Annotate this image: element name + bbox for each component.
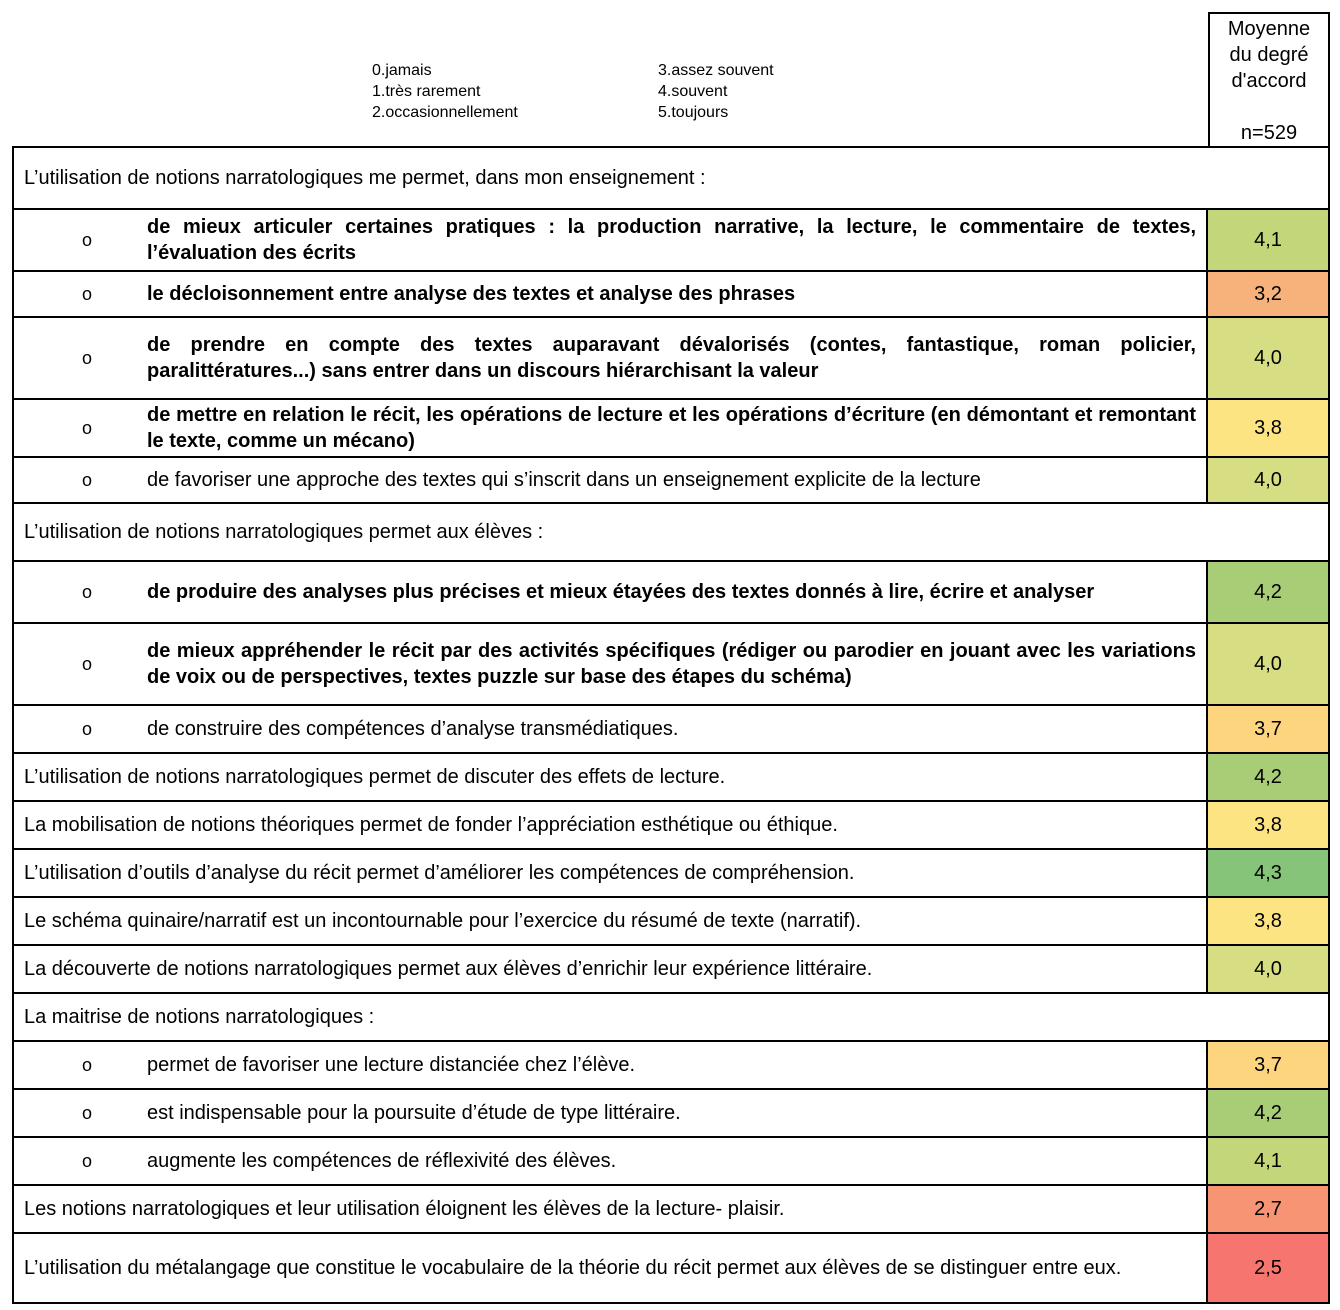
scale-item: 5.toujours — [658, 104, 729, 121]
statement-text: La découverte de notions narratologiques permet aux élèves d’enrichir leur expérience littéraire. — [13, 945, 1207, 993]
statement-text: est indispensable pour la poursuite d’étude de type littéraire. — [147, 1102, 681, 1124]
table-row — [13, 945, 1329, 993]
table-row — [13, 209, 1329, 271]
mean-value: 4,3 — [1207, 849, 1329, 897]
mean-value: 4,0 — [1207, 623, 1329, 705]
bullet-icon: o — [82, 470, 93, 490]
bullet-icon: o — [82, 1151, 93, 1171]
mean-value: 4,0 — [1207, 317, 1329, 399]
statement-text: de produire des analyses plus précises et mieux étayées des textes donnés à lire, écrire et analyser — [147, 581, 1095, 603]
mean-value: 3,8 — [1207, 801, 1329, 849]
scale-item: 2.occasionnellement — [372, 104, 518, 121]
statement-text: La mobilisation de notions théoriques permet de fonder l’appréciation esthétique ou éthique. — [13, 801, 1207, 849]
statement-text: L’utilisation du métalangage que constitue le vocabulaire de la théorie du récit permet aux élèves de se distinguer entre eux. — [13, 1233, 1207, 1303]
bullet-icon: o — [82, 348, 93, 368]
table-row — [13, 1233, 1329, 1303]
table-row — [13, 457, 1329, 503]
statement-text: de prendre en compte des textes auparavant dévalorisés (contes, fantastique, roman policier, paralittératures...) sans entrer dans un discours hiérarchisant la valeur — [147, 334, 1196, 382]
mean-value: 3,2 — [1207, 271, 1329, 317]
mean-value: 4,2 — [1207, 561, 1329, 623]
mean-value: 4,2 — [1207, 753, 1329, 801]
table-row — [13, 1041, 1329, 1089]
bullet-icon: o — [82, 284, 93, 304]
mean-value: 2,7 — [1207, 1185, 1329, 1233]
table-row — [13, 849, 1329, 897]
table-row — [13, 897, 1329, 945]
statement-text: Le schéma quinaire/narratif est un incontournable pour l’exercice du résumé de texte (narratif). — [13, 897, 1207, 945]
section-row — [13, 503, 1329, 561]
survey-table — [12, 146, 1330, 1304]
table-row — [13, 271, 1329, 317]
section-row — [13, 993, 1329, 1041]
section-label: L’utilisation de notions narratologiques me permet, dans mon enseignement : — [13, 147, 1329, 209]
statement-text: permet de favoriser une lecture distanciée chez l’élève. — [147, 1054, 636, 1076]
sample-size: n=529 — [1240, 122, 1298, 144]
scale-item: 4.souvent — [658, 83, 728, 100]
bullet-icon: o — [82, 582, 93, 602]
header-line: d'accord — [1231, 70, 1307, 92]
bullet-icon: o — [82, 719, 93, 739]
statement-text: de mieux articuler certaines pratiques : la production narrative, la lecture, le commentaire de textes, l’évaluation des écrits — [147, 216, 1196, 264]
statement-text: de mieux appréhender le récit par des activités spécifiques (rédiger ou parodier en jouant avec les variations de voix ou de perspectives, textes puzzle sur base des étapes du schéma) — [147, 640, 1196, 688]
statement-text: Les notions narratologiques et leur utilisation éloignent les élèves de la lecture- plaisir. — [13, 1185, 1207, 1233]
table-row — [13, 317, 1329, 399]
section-row — [13, 147, 1329, 209]
bullet-icon: o — [82, 654, 93, 674]
mean-value: 4,1 — [1207, 1137, 1329, 1185]
statement-text: le décloisonnement entre analyse des textes et analyse des phrases — [147, 283, 796, 305]
bullet-icon: o — [82, 1055, 93, 1075]
bullet-icon: o — [82, 230, 93, 250]
mean-value: 3,8 — [1207, 399, 1329, 457]
mean-value: 3,8 — [1207, 897, 1329, 945]
table-row — [13, 623, 1329, 705]
statement-text: augmente les compétences de réflexivité des élèves. — [147, 1150, 617, 1172]
statement-text: de construire des compétences d’analyse transmédiatiques. — [147, 718, 679, 740]
scale-legend-left — [372, 60, 518, 123]
section-label: L’utilisation de notions narratologiques permet aux élèves : — [13, 503, 1329, 561]
mean-value: 4,0 — [1207, 945, 1329, 993]
mean-value: 4,2 — [1207, 1089, 1329, 1137]
table-row — [13, 705, 1329, 753]
header-line: Moyenne — [1227, 18, 1311, 40]
header-line: du degré — [1229, 44, 1309, 66]
table-row — [13, 561, 1329, 623]
bullet-icon: o — [82, 418, 93, 438]
statement-text: L’utilisation d’outils d’analyse du récit permet d’améliorer les compétences de compréhension. — [13, 849, 1207, 897]
table-row — [13, 801, 1329, 849]
mean-value: 4,0 — [1207, 457, 1329, 503]
table-row — [13, 1137, 1329, 1185]
scale-legend-right — [658, 60, 774, 123]
scale-item: 3.assez souvent — [658, 62, 774, 79]
mean-value: 2,5 — [1207, 1233, 1329, 1303]
mean-value: 3,7 — [1207, 705, 1329, 753]
statement-text: de mettre en relation le récit, les opérations de lecture et les opérations d’écriture (en démontant et remontant le texte, comme un mécano) — [147, 404, 1196, 452]
mean-value: 4,1 — [1207, 209, 1329, 271]
mean-value: 3,7 — [1207, 1041, 1329, 1089]
table-row — [13, 753, 1329, 801]
table-row — [13, 399, 1329, 457]
scale-item: 1.très rarement — [372, 83, 481, 100]
section-label: La maitrise de notions narratologiques : — [13, 993, 1329, 1041]
table-row — [13, 1185, 1329, 1233]
statement-text: L’utilisation de notions narratologiques permet de discuter des effets de lecture. — [13, 753, 1207, 801]
scale-item: 0.jamais — [372, 62, 432, 79]
bullet-icon: o — [82, 1103, 93, 1123]
mean-column-header — [1208, 12, 1330, 146]
statement-text: de favoriser une approche des textes qui s’inscrit dans un enseignement explicite de la lecture — [147, 469, 981, 491]
table-row — [13, 1089, 1329, 1137]
